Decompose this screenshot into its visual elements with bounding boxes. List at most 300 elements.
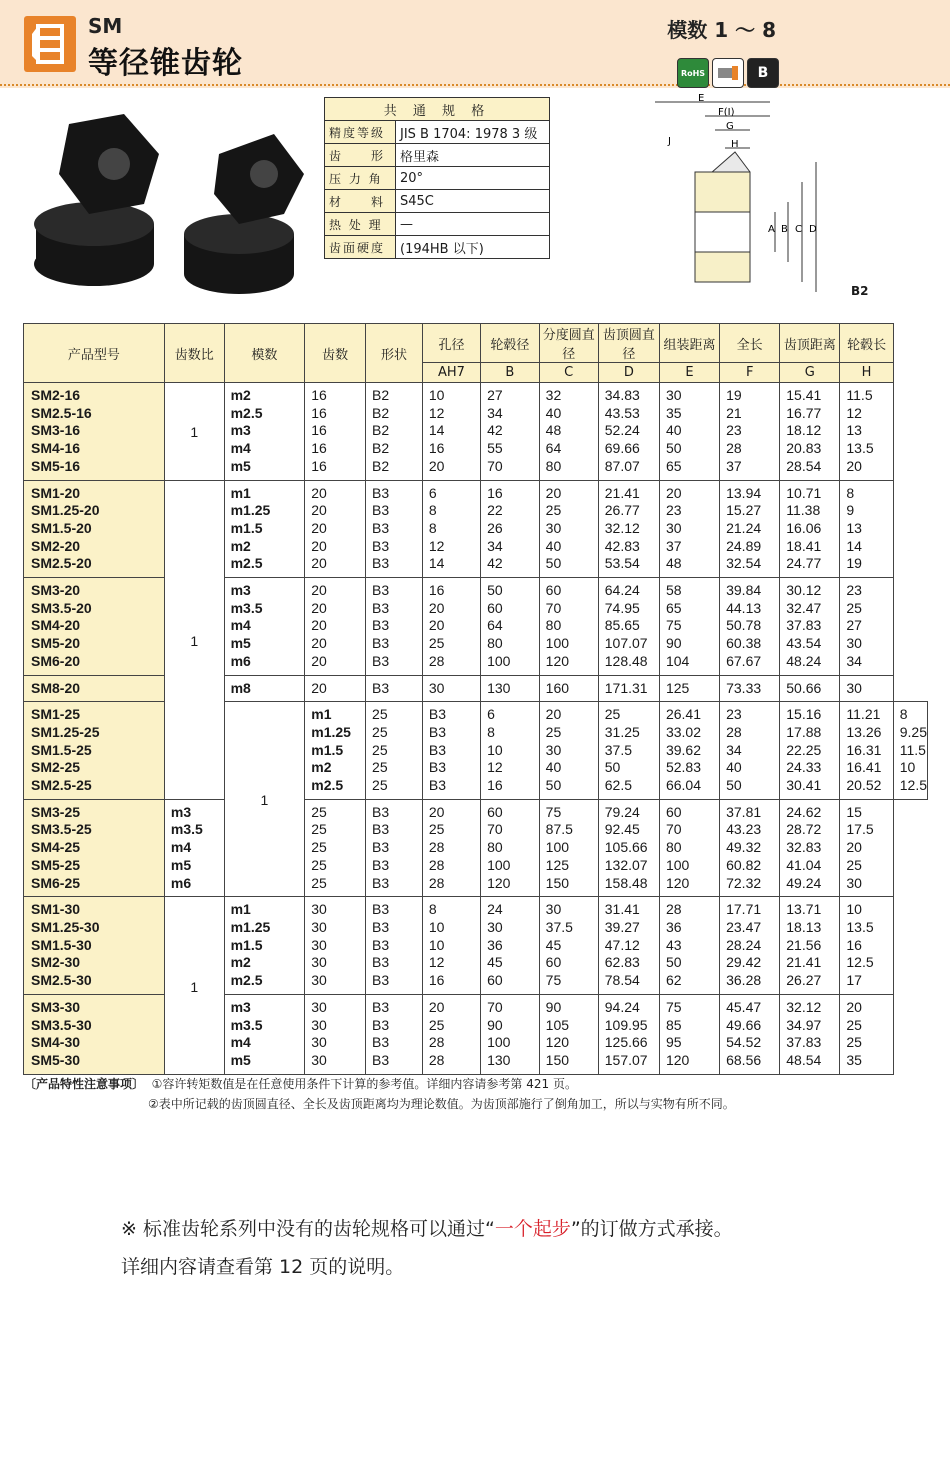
outer-dia: 52.83 [659,759,719,777]
hub-len: 8 [893,702,927,724]
table-body [24,383,928,1075]
product-code: SM4-16 [24,440,165,458]
module: m4 [224,440,305,458]
bore: 6 [422,480,480,502]
hub-dia: 42 [481,422,540,440]
dim-label: B [781,224,788,235]
hub-dia: 60 [481,972,540,994]
total-len: 17.88 [780,724,840,742]
module: m5 [164,857,224,875]
crown-dist: 11.38 [780,502,840,520]
total-len: 60.82 [720,857,780,875]
total-len: 73.33 [720,675,780,702]
hub-dia: 100 [481,653,540,675]
hub-len: 13.5 [840,919,893,937]
teeth: 20 [305,502,366,520]
col-header: 轮毂径 [481,324,540,363]
note-2: ②表中所记载的齿顶圆直径、全长及齿顶距离均为理论数值。为齿顶部施行了倒角加工，所以与实物有所不同。 [148,1097,735,1111]
crown-dist: 16.06 [780,520,840,538]
hub-dia: 70 [481,458,540,480]
hub-len: 20 [840,994,893,1016]
header-divider [0,84,950,89]
custom-order-note [121,1210,733,1286]
mount-dist: 50 [659,954,719,972]
table-row [24,897,928,919]
teeth: 20 [305,600,366,618]
crown-dist: 48.54 [780,1052,840,1074]
module: m2.5 [224,405,305,423]
table-row [24,617,928,635]
crown-dist: 24.62 [780,799,840,821]
outer-dia: 109.95 [598,1017,659,1035]
hub-dia: 25 [539,724,598,742]
crown-dist: 20.52 [840,777,893,799]
teeth: 16 [305,458,366,480]
module: m2.5 [224,555,305,577]
mount-dist: 65 [659,458,719,480]
col-header: 齿顶距离 [780,324,840,363]
teeth: 25 [305,821,366,839]
module: m2 [224,538,305,556]
bore: 28 [422,857,480,875]
total-len: 32.54 [720,555,780,577]
pitch-dia: 150 [539,875,598,897]
outer-dia: 105.66 [598,839,659,857]
dim-label: C [795,224,802,235]
total-len: 37.81 [720,799,780,821]
total-len: 45.47 [720,994,780,1016]
mount-dist: 48 [659,555,719,577]
crown-dist: 20.83 [780,440,840,458]
table-row [24,600,928,618]
product-code: SM4-25 [24,839,165,857]
product-code: SM2-16 [24,383,165,405]
total-len: 23.47 [720,919,780,937]
module: m5 [224,458,305,480]
hub-dia: 70 [481,821,540,839]
shape: B3 [366,821,423,839]
col-subheader: G [780,363,840,383]
shape: B3 [422,777,480,799]
pitch-dia: 75 [539,799,598,821]
table-row [24,777,928,799]
total-len: 29.42 [720,954,780,972]
col-subheader: C [539,363,598,383]
crown-dist: 30.12 [780,578,840,600]
shape: B3 [422,759,480,777]
gear-ratio: 1 [164,897,224,1074]
hub-dia: 50 [481,578,540,600]
teeth: 20 [305,675,366,702]
hub-dia: 130 [481,1052,540,1074]
bore: 20 [422,458,480,480]
mount-dist: 95 [659,1034,719,1052]
crown-dist: 49.24 [780,875,840,897]
hub-dia: 26 [481,520,540,538]
teeth: 25 [305,839,366,857]
hub-len: 16 [840,937,893,955]
module: m2.5 [224,972,305,994]
crown-dist: 11.21 [840,702,893,724]
product-code: SM3-16 [24,422,165,440]
product-code: SM1.25-25 [24,724,165,742]
pitch-dia: 32 [539,383,598,405]
pitch-dia: 48 [539,422,598,440]
bore: 20 [422,799,480,821]
table-row [24,972,928,994]
dim-label: H [731,139,739,150]
teeth: 25 [305,875,366,897]
module: m2 [305,759,366,777]
mount-dist: 120 [659,875,719,897]
bore: 28 [422,875,480,897]
crown-dist: 43.54 [780,635,840,653]
product-code: SM8-20 [24,675,165,702]
pitch-dia: 80 [539,617,598,635]
crown-dist: 16.31 [840,742,893,760]
hub-dia: 24 [481,897,540,919]
category-logo-icon [24,16,76,72]
mount-dist: 34 [720,742,780,760]
shape: B3 [366,502,423,520]
hub-len: 13.5 [840,440,893,458]
table-row [24,919,928,937]
bore: 8 [481,724,540,742]
shape: B3 [366,937,423,955]
module: m1.5 [224,520,305,538]
hub-dia: 90 [481,1017,540,1035]
product-code: SM2.5-16 [24,405,165,423]
hub-dia: 36 [481,937,540,955]
bore: 10 [481,742,540,760]
shape: B3 [366,919,423,937]
bore: 20 [422,617,480,635]
total-len: 15.27 [720,502,780,520]
teeth: 30 [305,897,366,919]
col-header: 全长 [720,324,780,363]
dim-label: A [768,224,775,235]
table-row [24,480,928,502]
crown-dist: 13.71 [780,897,840,919]
dimension-diagram [640,92,880,302]
crown-dist: 16.77 [780,405,840,423]
teeth: 30 [305,994,366,1016]
table-row [24,821,928,839]
table-row [24,724,928,742]
outer-dia: 43.53 [598,405,659,423]
total-len: 17.71 [720,897,780,919]
teeth: 30 [305,1052,366,1074]
shape: B3 [366,675,423,702]
product-code: SM1-25 [24,702,165,724]
mount-dist: 80 [659,839,719,857]
hub-dia: 64 [481,617,540,635]
module: m3.5 [224,600,305,618]
crown-dist: 34.97 [780,1017,840,1035]
table-row [24,1034,928,1052]
table-row [24,1052,928,1074]
hub-len: 35 [840,1052,893,1074]
teeth: 16 [305,405,366,423]
total-len: 37 [720,458,780,480]
shape: B3 [366,799,423,821]
crown-dist: 13.26 [840,724,893,742]
teeth: 25 [305,799,366,821]
pitch-dia: 30 [539,897,598,919]
pitch-dia: 125 [539,857,598,875]
total-len: 22.25 [780,742,840,760]
bore: 28 [422,1034,480,1052]
teeth: 20 [305,520,366,538]
table-row [24,742,928,760]
dim-label: G [726,121,734,132]
pitch-dia: 25 [539,502,598,520]
total-len: 21.24 [720,520,780,538]
product-code: SM1.5-20 [24,520,165,538]
shape: B2 [366,383,423,405]
module: m1.25 [305,724,366,742]
table-row [24,422,928,440]
product-code: SM2-30 [24,954,165,972]
col-subheader: D [598,363,659,383]
module: m5 [224,1052,305,1074]
product-code: SM3.5-30 [24,1017,165,1035]
module: m2 [224,954,305,972]
hub-dia: 80 [481,635,540,653]
product-code: SM4-30 [24,1034,165,1052]
table-row [24,994,928,1016]
teeth: 16 [305,422,366,440]
table-row [24,555,928,577]
total-len: 15.16 [780,702,840,724]
hub-len: 34 [840,653,893,675]
spec-value: (194HB 以下) [396,236,550,259]
outer-dia: 33.02 [659,724,719,742]
module: m8 [224,675,305,702]
bore: 6 [481,702,540,724]
product-code: SM1.5-25 [24,742,165,760]
hub-dia: 34 [481,405,540,423]
product-code: SM1-20 [24,480,165,502]
shape: B3 [366,480,423,502]
shape: B3 [366,1034,423,1052]
shape: B3 [366,555,423,577]
spec-title: 共 通 规 格 [325,98,550,121]
table-row [24,538,928,556]
product-code: SM5-16 [24,458,165,480]
hub-dia: 130 [481,675,540,702]
outer-dia: 53.54 [598,555,659,577]
hub-dia: 60 [481,799,540,821]
spec-key: 热 处 理 [325,213,396,236]
bore: 8 [422,502,480,520]
col-subheader: B [481,363,540,383]
module: m1.25 [224,502,305,520]
bore-b-badge-icon: B [747,58,779,88]
table-row [24,954,928,972]
hub-len: 9.25 [893,724,927,742]
pitch-dia: 25 [598,702,659,724]
col-header: 轮毂长 [840,324,893,363]
pitch-dia: 75 [539,972,598,994]
total-len: 49.32 [720,839,780,857]
table-row [24,937,928,955]
page-title: 等径锥齿轮 [88,46,243,81]
dim-label: E [698,93,705,104]
pitch-dia: 62.5 [598,777,659,799]
mount-dist: 30 [659,520,719,538]
bore: 20 [422,994,480,1016]
hub-len: 10 [840,897,893,919]
shape: B3 [366,857,423,875]
bore: 16 [481,777,540,799]
hub-len: 13 [840,422,893,440]
outer-dia: 87.07 [598,458,659,480]
hub-dia: 30 [539,742,598,760]
product-code: SM1.25-20 [24,502,165,520]
total-len: 13.94 [720,480,780,502]
module: m3 [164,799,224,821]
outer-dia: 157.07 [598,1052,659,1074]
module: m3.5 [224,1017,305,1035]
hub-dia: 45 [481,954,540,972]
mount-dist: 62 [659,972,719,994]
bore: 30 [422,675,480,702]
module: m3 [224,994,305,1016]
teeth: 20 [305,578,366,600]
gear-product-photo [24,104,314,304]
outer-dia: 52.24 [598,422,659,440]
hub-len: 20 [840,458,893,480]
shape: B3 [366,653,423,675]
common-spec-table [324,97,550,259]
bore: 28 [422,653,480,675]
spec-value: 格里森 [396,144,550,167]
mount-dist: 20 [659,480,719,502]
custom-note-highlight: 一个起步 [494,1218,571,1240]
hub-len: 30 [840,635,893,653]
outer-dia: 47.12 [598,937,659,955]
spec-key: 压 力 角 [325,167,396,190]
hub-len: 17 [840,972,893,994]
product-code: SM1.5-30 [24,937,165,955]
diagram-label: B2 [851,284,869,298]
product-code: SM2.5-30 [24,972,165,994]
teeth: 20 [305,635,366,653]
mount-dist: 65 [659,600,719,618]
pitch-dia: 105 [539,1017,598,1035]
outer-dia: 64.24 [598,578,659,600]
pitch-dia: 150 [539,1052,598,1074]
crown-dist: 21.56 [780,937,840,955]
mount-dist: 30 [659,383,719,405]
dim-label: J [668,136,671,147]
teeth: 30 [305,919,366,937]
crown-dist: 15.41 [780,383,840,405]
teeth: 16 [305,383,366,405]
mount-dist: 120 [659,1052,719,1074]
teeth: 25 [305,857,366,875]
col-subheader: H [840,363,893,383]
product-code: SM1-30 [24,897,165,919]
product-code: SM5-20 [24,635,165,653]
shape: B2 [366,422,423,440]
pitch-dia: 37.5 [598,742,659,760]
hub-dia: 30 [481,919,540,937]
total-len: 50.78 [720,617,780,635]
product-code: SM5-25 [24,857,165,875]
teeth: 30 [305,1034,366,1052]
pitch-dia: 30 [539,520,598,538]
product-code: SM3-20 [24,578,165,600]
page-header [0,0,950,88]
table-row [24,520,928,538]
mount-dist: 37 [659,538,719,556]
pitch-dia: 50 [598,759,659,777]
module: m5 [224,635,305,653]
shape: B3 [422,742,480,760]
module: m1 [305,702,366,724]
outer-dia: 32.12 [598,520,659,538]
gear-ratio: 1 [224,702,305,897]
outer-dia: 66.04 [659,777,719,799]
teeth: 20 [305,480,366,502]
gear-ratio: 1 [164,383,224,481]
bore: 10 [422,383,480,405]
table-row [24,857,928,875]
teeth: 30 [305,954,366,972]
hub-len: 12.5 [840,954,893,972]
shape: B3 [366,578,423,600]
hub-len: 13 [840,520,893,538]
bore: 16 [422,578,480,600]
mount-dist: 23 [720,702,780,724]
crown-dist: 10.71 [780,480,840,502]
teeth: 25 [366,724,423,742]
mount-dist: 70 [659,821,719,839]
product-code: SM3.5-20 [24,600,165,618]
module: m1.5 [305,742,366,760]
table-row [24,839,928,857]
module: m4 [224,1034,305,1052]
total-len: 24.89 [720,538,780,556]
shape: B3 [366,839,423,857]
bore: 14 [422,422,480,440]
hub-len: 25 [840,600,893,618]
series-code: SM [88,14,123,38]
product-code: SM2-20 [24,538,165,556]
product-code: SM3-25 [24,799,165,821]
hub-dia: 16 [481,480,540,502]
mount-dist: 40 [659,422,719,440]
pitch-dia: 60 [539,954,598,972]
shape: B3 [366,897,423,919]
pitch-dia: 120 [539,653,598,675]
table-row [24,702,928,724]
bore: 16 [422,972,480,994]
pitch-dia: 100 [539,635,598,653]
hub-len: 25 [840,1017,893,1035]
hub-dia: 40 [539,759,598,777]
outer-dia: 74.95 [598,600,659,618]
teeth: 25 [366,759,423,777]
product-notes [24,1074,735,1114]
pitch-dia: 160 [539,675,598,702]
outer-dia: 39.27 [598,919,659,937]
note-1: ①容许转矩数值是在任意使用条件下计算的参考值。详细内容请参考第 421 页。 [151,1077,577,1091]
hub-len: 25 [840,857,893,875]
shape: B3 [366,520,423,538]
